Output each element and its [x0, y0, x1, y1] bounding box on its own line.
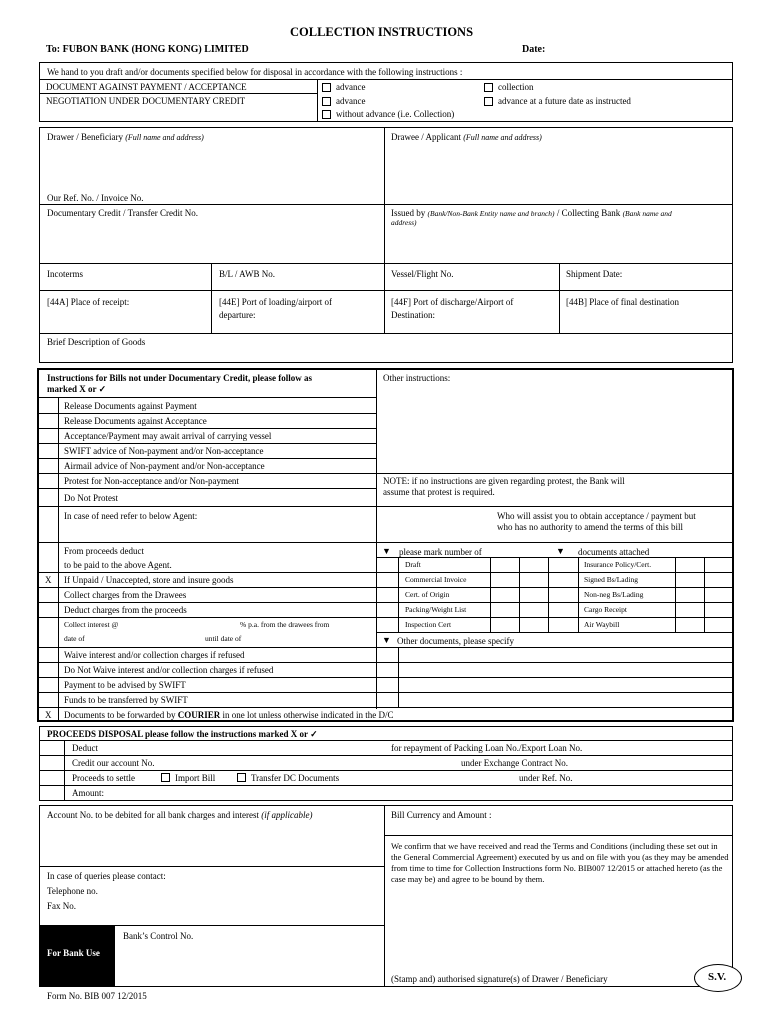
bank-use-label: For Bank Use [47, 948, 100, 958]
issued-by-label: Issued by (Bank/Non-Bank Entity name and branch) / Collecting Bank (Bank name and [391, 208, 672, 218]
shipment-date-label: Shipment Date: [566, 269, 623, 279]
swift-advice-label: SWIFT advice of Non-payment and/or Non-acceptance [64, 446, 264, 456]
negotiation-label: NEGOTIATION UNDER DOCUMENTARY CREDIT [46, 96, 246, 106]
doc-insurance: Insurance Policy/Cert. [584, 560, 652, 569]
doc-inspection: Inspection Cert [405, 620, 452, 629]
vessel-label: Vessel/Flight No. [391, 269, 454, 279]
bill-currency-label: Bill Currency and Amount : [391, 810, 492, 820]
loading-label: [44E] Port of loading/airport of [219, 297, 332, 307]
future-advance-label: advance at a future date as instructed [498, 96, 631, 106]
form-title: COLLECTION INSTRUCTIONS [290, 25, 474, 39]
other-instructions-label: Other instructions: [383, 373, 451, 383]
waive-label: Waive interest and/or collection charges if refused [64, 650, 245, 660]
interest-rate-label: % p.a. from the drawees from [240, 620, 330, 629]
protest-note-2: assume that protest is required. [383, 487, 495, 497]
form-number: Form No. BIB 007 12/2015 [47, 991, 147, 1001]
proceeds-deduct-label: From proceeds deduct [64, 546, 144, 556]
repayment-label: for repayment of Packing Loan No./Export Loan No. [391, 743, 583, 753]
other-docs-arrow-icon: ▼ [382, 635, 391, 645]
unpaid-label: If Unpaid / Unaccepted, store and insure goods [64, 575, 234, 585]
queries-label: In case of queries please contact: [47, 871, 166, 881]
discharge-label: [44F] Port of discharge/Airport of [391, 297, 514, 307]
release-acceptance-label: Release Documents against Acceptance [64, 416, 207, 426]
bank-control-label: Bank’s Control No. [123, 931, 194, 941]
transfer-dc-checkbox[interactable] [237, 773, 246, 782]
bl-label: B/L / AWB No. [219, 269, 275, 279]
unpaid-mark: X [45, 575, 52, 585]
courier-label: Documents to be forwarded by COURIER in one lot unless otherwise indicated in the D/C [64, 710, 394, 720]
parties-box [39, 127, 733, 363]
funds-swift-label: Funds to be transferred by SWIFT [64, 695, 188, 705]
attached-arrow-icon: ▼ [556, 546, 565, 556]
airmail-advice-label: Airmail advice of Non-payment and/or Non-acceptance [64, 461, 265, 471]
collect-drawees-label: Collect charges from the Drawees [64, 590, 187, 600]
drawee-label: Drawee / Applicant (Full name and address) [391, 132, 542, 142]
future-advance-checkbox[interactable] [484, 97, 493, 106]
doc-invoice: Commercial Invoice [405, 575, 467, 584]
discharge-label-2: Destination: [391, 310, 435, 320]
other-documents-label: Other documents, please specify [397, 636, 514, 646]
doc-air-waybill: Air Waybill [584, 620, 620, 629]
doc-signed-bl: Signed Bs/Lading [584, 575, 638, 584]
proceeds-heading: PROCEEDS DISPOSAL please follow the instructions marked X or ✓ [47, 729, 318, 739]
import-bill-checkbox[interactable] [161, 773, 170, 782]
goods-label: Brief Description of Goods [47, 337, 146, 347]
sv-label: S.V. [708, 971, 727, 983]
agent-label: In case of need refer to below Agent: [64, 511, 198, 521]
dc-no-label: Documentary Credit / Transfer Credit No. [47, 208, 198, 218]
footer-box [39, 805, 733, 987]
do-not-protest-label: Do Not Protest [64, 493, 118, 503]
instructions-heading: Instructions for Bills not under Documentary Credit, please follow as [47, 373, 313, 383]
intro-text: We hand to you draft and/or documents specified below for disposal in accordance with the following instructions : [47, 67, 463, 77]
date-label: Date: [522, 44, 546, 55]
without-advance-checkbox[interactable] [322, 110, 331, 119]
telephone-label: Telephone no. [47, 886, 98, 896]
signature-label: (Stamp and) authorised signature(s) of Drawer / Beneficiary [391, 974, 608, 984]
terms-confirmation: We confirm that we have received and read the Terms and Conditions (including these set out in the General Commercial Agreement) executed by us and on file with you (as they may be amended from time to time for Collection Instructions form No. BIB007 12/2015 or attached hereto (as the case may be) and agree to be bound by them. [391, 841, 729, 884]
loading-label-2: departure: [219, 310, 256, 320]
not-waive-label: Do Not Waive interest and/or collection charges if refused [64, 665, 274, 675]
dap-label: DOCUMENT AGAINST PAYMENT / ACCEPTANCE [46, 82, 247, 92]
doc-origin: Cert. of Origin [405, 590, 450, 599]
drawer-label: Drawer / Beneficiary (Full name and address) [47, 132, 204, 142]
advance-dap-checkbox[interactable] [322, 83, 331, 92]
incoterms-label: Incoterms [47, 269, 83, 279]
final-destination-label: [44B] Place of final destination [566, 297, 679, 307]
documents-attached-label: documents attached [578, 547, 650, 557]
proceeds-settle-label: Proceeds to settle [72, 773, 135, 783]
doc-packing: Packing/Weight List [405, 605, 467, 614]
agent-note-2: who has no authority to amend the terms of this bill [497, 522, 683, 532]
doc-draft: Draft [405, 560, 421, 569]
protest-label: Protest for Non-acceptance and/or Non-payment [64, 476, 239, 486]
until-date-label: until date of [205, 634, 242, 643]
our-ref-label: Our Ref. No. / Invoice No. [47, 193, 144, 203]
transfer-dc-label: Transfer DC Documents [251, 773, 340, 783]
collect-interest-label: Collect interest @ [64, 620, 119, 629]
fax-label: Fax No. [47, 901, 76, 911]
import-bill-label: Import Bill [175, 773, 216, 783]
mark-number-label: please mark number of [399, 547, 482, 557]
mark-arrow-icon: ▼ [382, 546, 391, 556]
amount-label: Amount: [72, 788, 105, 798]
agent-note: Who will assist you to obtain acceptance / payment but [497, 511, 696, 521]
issued-by-note2: address) [391, 218, 417, 227]
doc-cargo-receipt: Cargo Receipt [584, 605, 627, 614]
receipt-label: [44A] Place of receipt: [47, 297, 130, 307]
under-ref-label: under Ref. No. [519, 773, 573, 783]
protest-note: NOTE: if no instructions are given regarding protest, the Bank will [383, 476, 625, 486]
without-advance-label: without advance (i.e. Collection) [336, 109, 455, 119]
courier-mark: X [45, 710, 52, 720]
swift-payment-label: Payment to be advised by SWIFT [64, 680, 186, 690]
deduct-proceeds-label: Deduct charges from the proceeds [64, 605, 187, 615]
exchange-contract-label: under Exchange Contract No. [461, 758, 568, 768]
advance-neg-checkbox[interactable] [322, 97, 331, 106]
credit-account-label: Credit our account No. [72, 758, 155, 768]
date-of-label: date of [64, 634, 85, 643]
await-vessel-label: Acceptance/Payment may await arrival of carrying vessel [64, 431, 272, 441]
collection-checkbox[interactable] [484, 83, 493, 92]
collection-label: collection [498, 82, 534, 92]
advance-dap-label: advance [336, 82, 366, 92]
addressee: To: FUBON BANK (HONG KONG) LIMITED [46, 44, 249, 55]
proceeds-agent-label: to be paid to the above Agent. [64, 560, 172, 570]
doc-nonneg-bl: Non-neg Bs/Lading [584, 590, 644, 599]
deduct-label: Deduct [72, 743, 98, 753]
account-debit-label: Account No. to be debited for all bank charges and interest (if applicable) [47, 810, 313, 820]
advance-neg-label: advance [336, 96, 366, 106]
release-payment-label: Release Documents against Payment [64, 401, 197, 411]
instructions-heading-2: marked X or ✓ [47, 384, 107, 394]
